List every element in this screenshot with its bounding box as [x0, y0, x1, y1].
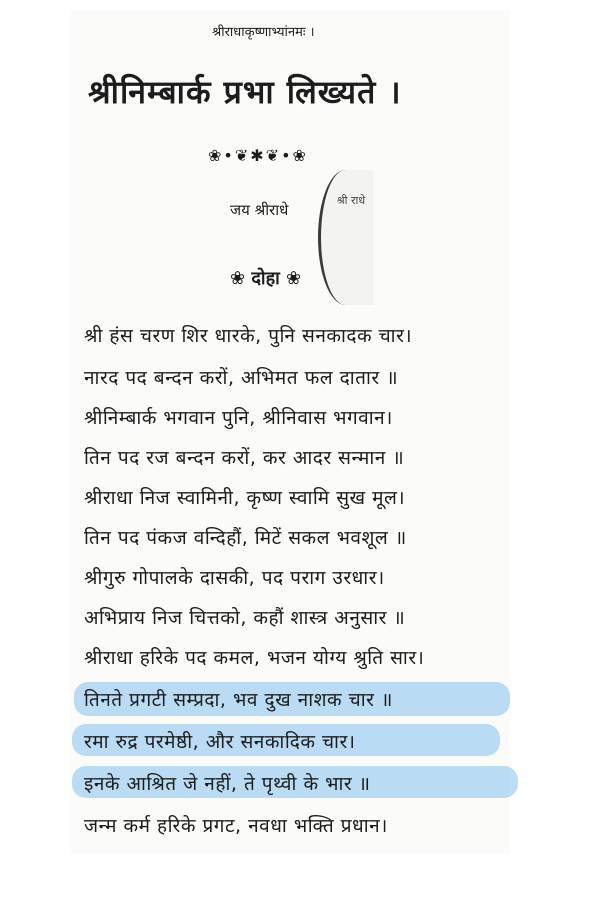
verse-line: इनके आश्रित जे नहीं, ते पृथ्वी के भार ॥	[84, 773, 371, 795]
ornament-divider: ❀•❦✱❦•❀	[208, 146, 308, 165]
page-title: श्रीनिम्बार्क प्रभा लिख्यते ।	[88, 73, 402, 111]
fold-text: श्री राधे	[336, 194, 366, 207]
doha-heading: ❀ दोहा ❀	[230, 268, 302, 289]
jay-shriradhe: जय श्रीराधे	[230, 201, 289, 219]
verse-line: तिन पद पंकज वन्दिहौं, मिटें सकल भवशूल ॥	[84, 527, 407, 549]
verse-line: श्रीनिम्बार्क भगवान पुनि, श्रीनिवास भगवान।	[84, 407, 393, 429]
verse-line: श्रीराधा निज स्वामिनी, कृष्ण स्वामि सुख मूल।	[84, 487, 406, 509]
verse-line: जन्म कर्म हरिके प्रगट, नवधा भक्ति प्रधान।	[84, 815, 388, 837]
verse-line: श्रीगुरु गोपालके दासकी, पद पराग उरधार।	[84, 567, 385, 589]
verse-line: रमा रुद्र परमेष्ठी, और सनकादिक चार।	[84, 731, 356, 753]
verse-line: श्रीराधा हरिके पद कमल, भजन योग्य श्रुति सार।	[84, 647, 425, 669]
verse-line: अभिप्राय निज चित्तको, कहौं शास्त्र अनुसार ॥	[84, 607, 406, 629]
verse-line: तिन पद रज बन्दन करों, कर आदर सन्मान ॥	[84, 447, 405, 469]
verse-line: तिनते प्रगटी सम्प्रदा, भव दुख नाशक चार ॥	[84, 689, 393, 711]
verse-line: नारद पद बन्दन करों, अभिमत फल दातार ॥	[84, 367, 399, 389]
invocation-header: श्रीराधाकृष्णाभ्यांनमः ।	[212, 25, 315, 40]
verse-line: श्री हंस चरण शिर धारके, पुनि सनकादक चार।	[84, 325, 413, 347]
